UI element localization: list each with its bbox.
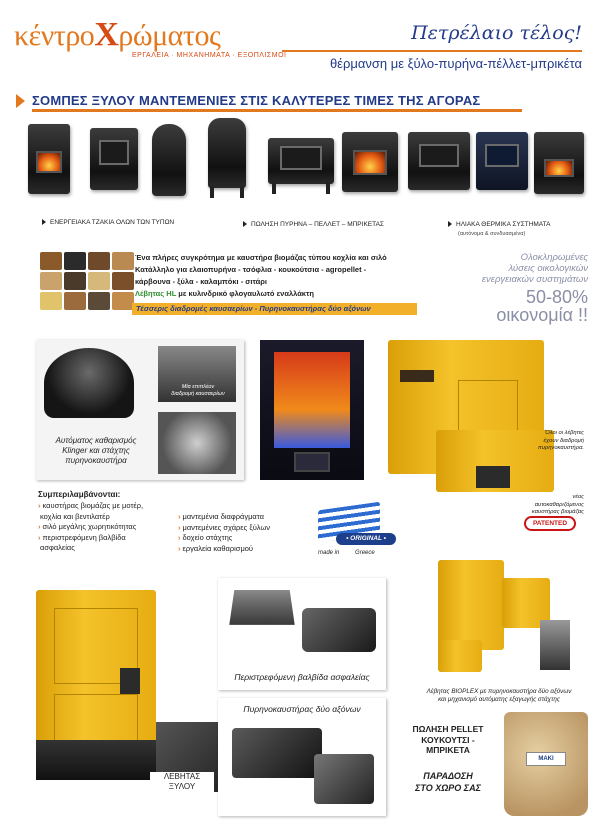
fuel-thumb: [88, 292, 110, 310]
caption-line: Klinger και στάχτης: [62, 446, 130, 455]
list-item-text: μαντεμένιες σχάρες ξύλων: [182, 522, 271, 532]
list-item-text: σιλό μεγάλης χωρητικότητας: [42, 522, 137, 531]
stove-image-5: [268, 138, 334, 184]
burner-inset-caption: [160, 384, 236, 398]
burner2-motor-image: [314, 754, 374, 804]
stove-image-2: [90, 128, 138, 190]
list-item-text: μαντεμένια διαφράγματα: [182, 512, 264, 521]
bioplex-silo-image: [438, 560, 504, 650]
brand-logo: [14, 16, 287, 76]
eco-line: Ολοκληρωμένες: [520, 252, 588, 263]
stove-image-8: [476, 132, 528, 190]
pellet-line: ΠΩΛΗΣΗ PELLET: [412, 724, 484, 734]
caption-line: πυρηνοκαυστήρα: [65, 456, 127, 465]
burner-image: [44, 348, 134, 418]
logo-part1: κέντρο: [14, 19, 95, 52]
caption-line: Αυτόματος καθαρισμός: [55, 436, 137, 445]
boiler-lower-door: [476, 466, 510, 488]
caption-line: και μηχανισμό αυτόματης εξαγωγής στάχτης: [438, 696, 560, 703]
included-title: Συμπεριλαμβάνονται:: [38, 490, 121, 499]
logo-x: Χ: [94, 16, 119, 53]
bioplex-caption: [410, 688, 588, 704]
delivery-line: ΣΤΟ ΧΩΡΟ ΣΑΣ: [415, 783, 481, 793]
wood-boiler-image: [36, 590, 156, 780]
list-item: [38, 543, 143, 554]
pellet-sale-text: [396, 724, 500, 756]
list-item-text: καυστήρας βιομάζας με μοτέρ,: [42, 501, 144, 510]
valve-caption: Περιστρεφόμενη βαλβίδα ασφαλείας: [234, 672, 370, 682]
patented-badge: PATENTED: [524, 516, 576, 531]
fuel-thumb: [40, 292, 62, 310]
inset-line: Μία επιπλέον: [181, 384, 215, 390]
pellet-line: ΚΟΥΚΟΥΤΣΙ -: [421, 734, 475, 745]
feature-label: ΠΩΛΗΣΗ ΠΥΡΗΝΑ – ΠΕΛΛΕΤ – ΜΠΡΙΚΕΤΑΣ: [251, 221, 384, 228]
pellet-sack-image: [504, 712, 588, 816]
feature-pellet-sale: [243, 221, 384, 228]
note-line: αυτοκαθαριζόμενος: [534, 501, 584, 508]
new-burner-note: [486, 494, 584, 517]
triangle-icon: [243, 221, 247, 227]
label-line: ΛΕΒΗΤΑΣ: [163, 772, 201, 781]
delivery-line: ΠΑΡΑΔΟΣΗ: [423, 771, 473, 781]
list-item: › εργαλεία καθαρισμού: [178, 543, 254, 553]
original-badge: • ORIGINAL •: [336, 533, 396, 545]
fuel-highlight-bar: [132, 303, 417, 315]
section-title: ΣΟΜΠΕΣ ΞΥΛΟΥ ΜΑΝΤΕΜΕΝΙΕΣ ΣΤΙΣ ΚΑΛΥΤΕΡΕΣ ΤΙΜΕΣ ΤΗΣ ΑΓΟΡΑΣ: [32, 93, 481, 108]
fuel-bar-text: Τέσσερις διαδρομές καυσαερίων - Πυρηνοκαυστήρας δύο αξόνων: [136, 304, 371, 313]
fuel-thumb: [40, 252, 62, 270]
fuel-thumb: [64, 292, 86, 310]
valve-photo-panel: [218, 578, 386, 690]
fuel-line: [135, 288, 387, 300]
list-item-text: ασφαλείας: [40, 543, 75, 552]
inset-line: διαδρομή καυσαερίων: [171, 391, 225, 397]
burner2-photo-panel: [218, 698, 386, 816]
included-list-right: [178, 512, 270, 554]
stove-image-3: [152, 124, 186, 196]
boiler-note: [494, 430, 584, 453]
feature-solar-sub: (αυτόνομα & συνδυασμένα): [458, 231, 526, 237]
fuel-line-rest: με κυλινδρικό φλογαυλωτό εναλλάκτη: [176, 289, 314, 298]
feature-fireplaces: [42, 219, 174, 226]
fuel-line: Ένα πλήρες συγκρότημα με καυστήρα βιομάζας τύπου κοχλία και σιλό: [135, 253, 387, 262]
fuel-thumb: [88, 272, 110, 290]
fuel-thumb: [88, 252, 110, 270]
list-item: › καυστήρας βιομάζας με μοτέρ,: [38, 501, 144, 510]
made-in-greece: [318, 550, 375, 556]
fuel-line: κάρβουνα - ξύλα - καλαμπόκι - σιτάρι: [135, 277, 267, 286]
burner-photo-panel: [36, 340, 244, 480]
feature-solar: [448, 221, 551, 228]
fuel-thumb: [64, 272, 86, 290]
stove-image-4: [208, 118, 246, 188]
cutaway-door: [294, 452, 330, 472]
fuel-line: Κατάλληλο για ελαιοπυρήνα - τσόφλια - κουκούτσια - agropellet -: [135, 265, 367, 274]
list-item-text: δοχείο στάχτης: [182, 533, 233, 542]
slogan-divider: [282, 50, 582, 52]
list-item: [38, 512, 143, 523]
note-line: έχουν διαδρομή: [543, 437, 584, 444]
bioplex-ash-box-image: [438, 640, 482, 672]
list-item: › δοχείο στάχτης: [178, 533, 233, 542]
fuel-thumb: [112, 292, 134, 310]
list-item: › μαντεμένια διαφράγματα: [178, 512, 264, 521]
stove-image-1: [28, 124, 70, 194]
fuel-thumb: [64, 252, 86, 270]
eco-line: ενεργειακών συστημάτων: [481, 274, 588, 285]
pellet-line: ΜΠΡΙΚΕΤΑ: [426, 745, 470, 755]
list-item: › σιλό μεγάλης χωρητικότητας: [38, 522, 137, 531]
list-item: › μαντεμένιες σχάρες ξύλων: [178, 522, 271, 532]
note-line: Όλοι οι λέβητες: [545, 430, 584, 436]
eco-savings-label: οικονομία !!: [496, 305, 588, 325]
cutaway-fire: [274, 352, 350, 448]
valve-hopper-image: [229, 590, 294, 625]
boiler-model-name: Λέβητας HL: [135, 289, 177, 298]
valve-motor-image: [302, 608, 376, 652]
stove-image-6: [342, 132, 398, 192]
tagline: θέρμανση με ξύλο-πυρήνα-πέλλετ-μπρικέτα: [329, 56, 582, 71]
logo-subtitle: ΕΡΓΑΛΕΙΑ · ΜΗΧΑΝΗΜΑΤΑ · ΕΞΟΠΛΙΣΜΟΙ: [132, 52, 287, 59]
eco-percent: 50-80%: [525, 287, 588, 307]
eco-line: λύσεις οικολογικών: [508, 263, 588, 274]
triangle-icon: [448, 221, 452, 227]
label-line: ΞΥΛΟΥ: [168, 782, 196, 791]
feature-label: ΕΝΕΡΓΕΙΑΚΑ ΤΖΑΚΙΑ ΟΛΩΝ ΤΩΝ ΤΥΠΩΝ: [50, 219, 175, 226]
boiler-cutaway-image: [260, 340, 364, 480]
list-item-text: κοχλία και βεντιλατέρ: [40, 511, 110, 521]
wood-boiler-base: [36, 740, 156, 780]
list-item: › περιστρεφόμενη βαλβίδα: [38, 532, 126, 542]
fuel-description: [135, 252, 387, 300]
fuel-thumb: [112, 252, 134, 270]
bioplex-auger-image: [540, 620, 570, 670]
fuel-thumb: [112, 272, 134, 290]
sack-label: MAKI: [526, 752, 566, 766]
wood-boiler-label: [150, 772, 214, 792]
arrow-icon: [16, 94, 25, 108]
delivery-text: [396, 770, 500, 794]
slogan: Πετρέλαιο τέλος!: [411, 22, 582, 44]
caption-line: Λέβητας BIOPLEX με πυρηνοκαυστήρα δύο αξόνων: [426, 688, 572, 695]
burner2-image: [232, 728, 322, 778]
stove-image-7: [408, 132, 470, 190]
logo-part2: ρώματος: [118, 19, 221, 52]
wood-boiler-handle: [120, 668, 140, 694]
note-line: καυστήρας βιομάζας: [531, 509, 584, 515]
wood-boiler-bottom-door: [54, 694, 138, 744]
triangle-icon: [42, 219, 46, 225]
note-line: νέος: [572, 494, 584, 500]
stove-image-9: [534, 132, 584, 194]
burner2-caption: Πυρηνοκαυστήρας δύο αξόνων: [243, 704, 361, 714]
included-list-left: [38, 501, 143, 554]
greece-label: Greece: [355, 550, 375, 556]
logo-wordmark: [14, 16, 274, 54]
section-divider: [32, 109, 522, 112]
eco-savings: [440, 288, 588, 324]
feature-label: ΗΛΙΑΚΑ ΘΕΡΜΙΚΑ ΣΥΣΤΗΜΑΤΑ: [456, 221, 551, 228]
note-line: πυρηνοκαυστήρα.: [537, 445, 584, 451]
list-item-text: εργαλεία καθαρισμού: [182, 543, 254, 553]
eco-text: [440, 252, 588, 285]
fuel-thumb: [40, 272, 62, 290]
burner-caption: [40, 436, 152, 466]
boiler-control-panel: [400, 370, 434, 382]
burner-grate-image: [158, 412, 236, 474]
made-in-label: made in: [318, 550, 340, 556]
list-item-text: περιστρεφόμενη βαλβίδα: [42, 532, 126, 542]
